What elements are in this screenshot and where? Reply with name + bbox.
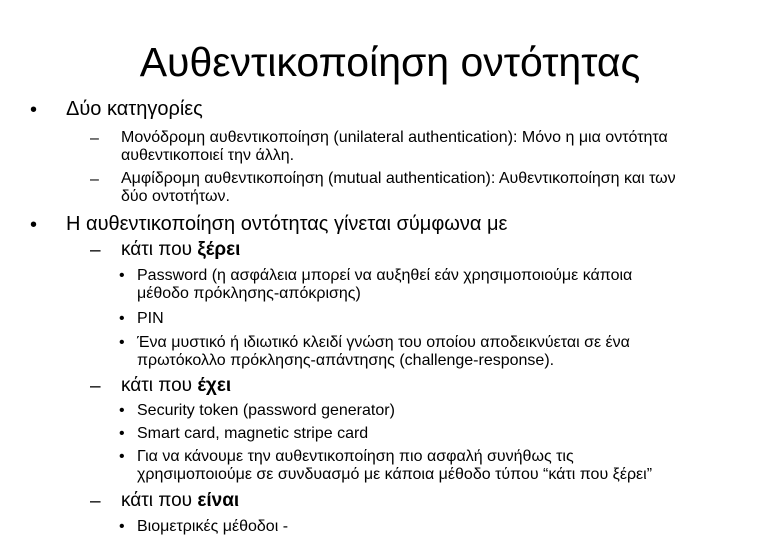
bullet-marker: • <box>30 214 38 236</box>
password-line2: μέθοδο πρόκλησης-απόκρισης) <box>137 285 361 302</box>
dash-marker: – <box>90 171 99 188</box>
secret-key-line2: πρωτόκολλο πρόκλησης-απάντησης (challenge-response). <box>137 352 555 369</box>
secret-key-line1: Ένα μυστικό ή ιδιωτικό κλειδί γνώση του οποίου αποδεικνύεται σε ένα <box>137 334 630 351</box>
are-prefix: κάτι που <box>121 490 198 511</box>
bullet-marker: • <box>119 267 125 284</box>
security-token-item: Security token (password generator) <box>137 402 395 419</box>
dash-marker: – <box>90 240 101 261</box>
combination-line1: Για να κάνουμε την αυθεντικοποίηση πιο ασφαλή συνήθως τις <box>137 448 574 465</box>
bullet-marker: • <box>119 448 125 465</box>
bullet-marker: • <box>119 518 125 535</box>
bullet-marker: • <box>30 99 38 121</box>
slide-title: Αυθεντικοποίηση οντότητας <box>139 39 641 85</box>
smart-card-item: Smart card, magnetic stripe card <box>137 425 369 442</box>
bullet-authentication-by: Η αυθεντικοποίηση οντότητας γίνεται σύμφωνα με <box>66 213 508 235</box>
pin-item: PIN <box>137 310 164 327</box>
unilateral-line2: αυθεντικοποιεί την άλλη. <box>121 147 295 164</box>
have-heading <box>121 374 231 397</box>
mutual-line2: δύο οντοτήτων. <box>121 188 230 205</box>
bullet-marker: • <box>119 402 125 419</box>
are-heading <box>121 489 239 512</box>
have-keyword: έχει <box>197 375 232 396</box>
have-prefix: κάτι που <box>121 375 198 396</box>
dash-marker: – <box>90 376 101 397</box>
bullet-two-categories: Δύο κατηγορίες <box>66 98 203 120</box>
biometric-item: Βιομετρικές μέθοδοι - <box>137 518 289 535</box>
unilateral-line1: Μονόδρομη αυθεντικοποίηση (unilateral authentication): Μόνο η μια οντότητα <box>121 129 668 146</box>
combination-line2: χρησιμοποιούμε σε συνδυασμό με κάποια μέθοδο τύπου “κάτι που ξέρει” <box>137 466 653 483</box>
bullet-marker: • <box>119 310 125 327</box>
dash-marker: – <box>90 130 99 147</box>
dash-marker: – <box>90 491 101 512</box>
bullet-marker: • <box>119 334 125 351</box>
bullet-marker: • <box>119 425 125 442</box>
know-prefix: κάτι που <box>121 239 198 260</box>
password-line1: Password (η ασφάλεια μπορεί να αυξηθεί εάν χρησιμοποιούμε κάποια <box>137 267 633 284</box>
know-heading <box>121 238 240 261</box>
know-keyword: ξέρει <box>197 239 241 260</box>
mutual-line1: Αμφίδρομη αυθεντικοποίηση (mutual authentication): Αυθεντικοποίηση και των <box>121 170 676 187</box>
are-keyword: είναι <box>197 490 240 511</box>
